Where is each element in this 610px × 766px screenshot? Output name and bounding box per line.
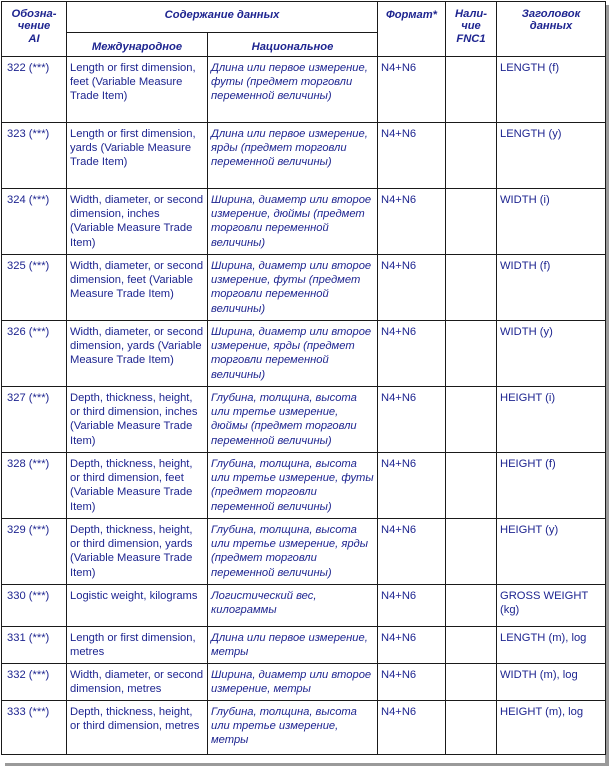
format-cell: N4+N6 — [378, 387, 446, 453]
international-cell: Length or first dimension, metres — [67, 627, 208, 664]
national-cell: Ширина, диаметр или второе измерение, метры — [208, 664, 378, 701]
ai-cell: 325 (***) — [2, 255, 67, 321]
ai-cell: 322 (***) — [2, 57, 67, 123]
fnc1-cell — [446, 255, 497, 321]
fnc1-cell — [446, 321, 497, 387]
header-ai: Обозна- чение AI — [2, 2, 67, 57]
format-cell: N4+N6 — [378, 627, 446, 664]
national-cell: Глубина, толщина, высота или третье измерение, футы (предмет торговли переменной величины) — [208, 453, 378, 519]
international-cell: Depth, thickness, height, or third dimension, feet (Variable Measure Trade Item) — [67, 453, 208, 519]
format-cell: N4+N6 — [378, 585, 446, 627]
table-row — [2, 189, 606, 255]
format-cell: N4+N6 — [378, 57, 446, 123]
ai-cell: 331 (***) — [2, 627, 67, 664]
ai-cell: 333 (***) — [2, 701, 67, 755]
table-row — [2, 627, 606, 664]
data-title-cell: HEIGHT (i) — [497, 387, 606, 453]
fnc1-cell — [446, 519, 497, 585]
national-cell: Длина или первое измерение, метры — [208, 627, 378, 664]
international-cell: Depth, thickness, height, or third dimension, metres — [67, 701, 208, 755]
table-row — [2, 519, 606, 585]
data-title-cell: WIDTH (m), log — [497, 664, 606, 701]
national-cell: Длина или первое измерение, ярды (предмет торговли переменной величины) — [208, 123, 378, 189]
international-cell: Depth, thickness, height, or third dimension, yards (Variable Measure Trade Item) — [67, 519, 208, 585]
format-cell: N4+N6 — [378, 519, 446, 585]
ai-cell: 324 (***) — [2, 189, 67, 255]
ai-cell: 323 (***) — [2, 123, 67, 189]
international-cell: Width, diameter, or second dimension, yards (Variable Measure Trade Item) — [67, 321, 208, 387]
international-cell: Length or first dimension, yards (Variable Measure Trade Item) — [67, 123, 208, 189]
header-content: Содержание данных — [67, 2, 378, 33]
fnc1-cell — [446, 664, 497, 701]
international-cell: Logistic weight, kilograms — [67, 585, 208, 627]
national-cell: Глубина, толщина, высота или третье измерение, метры — [208, 701, 378, 755]
ai-cell: 329 (***) — [2, 519, 67, 585]
fnc1-cell — [446, 627, 497, 664]
table-row — [2, 321, 606, 387]
national-cell: Глубина, толщина, высота или третье измерение, дюймы (предмет торговли переменной величины) — [208, 387, 378, 453]
data-title-cell: HEIGHT (m), log — [497, 701, 606, 755]
format-cell: N4+N6 — [378, 701, 446, 755]
ai-table — [1, 1, 606, 755]
ai-cell: 332 (***) — [2, 664, 67, 701]
international-cell: Length or first dimension, feet (Variable Measure Trade Item) — [67, 57, 208, 123]
data-title-cell: WIDTH (y) — [497, 321, 606, 387]
national-cell: Глубина, толщина, высота или третье измерение, ярды (предмет торговли переменной величины) — [208, 519, 378, 585]
national-cell: Ширина, диаметр или второе измерение, дюймы (предмет торговли переменной величины) — [208, 189, 378, 255]
ai-cell: 330 (***) — [2, 585, 67, 627]
format-cell: N4+N6 — [378, 189, 446, 255]
ai-cell: 326 (***) — [2, 321, 67, 387]
international-cell: Width, diameter, or second dimension, inches (Variable Measure Trade Item) — [67, 189, 208, 255]
header-international: Международное — [67, 33, 208, 57]
table-row — [2, 123, 606, 189]
data-title-cell: HEIGHT (f) — [497, 453, 606, 519]
fnc1-cell — [446, 701, 497, 755]
international-cell: Width, diameter, or second dimension, feet (Variable Measure Trade Item) — [67, 255, 208, 321]
header-fnc1: Нали- чие FNC1 — [446, 2, 497, 57]
national-cell: Ширина, диаметр или второе измерение, ярды (предмет торговли переменной величины) — [208, 321, 378, 387]
fnc1-cell — [446, 123, 497, 189]
fnc1-cell — [446, 585, 497, 627]
table-row — [2, 701, 606, 755]
fnc1-cell — [446, 453, 497, 519]
data-title-cell: HEIGHT (y) — [497, 519, 606, 585]
data-title-cell: LENGTH (y) — [497, 123, 606, 189]
data-title-cell: WIDTH (i) — [497, 189, 606, 255]
format-cell: N4+N6 — [378, 123, 446, 189]
table-header — [2, 2, 606, 57]
format-cell: N4+N6 — [378, 321, 446, 387]
table-row — [2, 387, 606, 453]
international-cell: Depth, thickness, height, or third dimension, inches (Variable Measure Trade Item) — [67, 387, 208, 453]
ai-cell: 328 (***) — [2, 453, 67, 519]
data-title-cell: LENGTH (m), log — [497, 627, 606, 664]
table-row — [2, 453, 606, 519]
national-cell: Ширина, диаметр или второе измерение, футы (предмет торговли переменной величины) — [208, 255, 378, 321]
data-title-cell: LENGTH (f) — [497, 57, 606, 123]
fnc1-cell — [446, 57, 497, 123]
international-cell: Width, diameter, or second dimension, metres — [67, 664, 208, 701]
ai-cell: 327 (***) — [2, 387, 67, 453]
table-row — [2, 57, 606, 123]
header-format: Формат* — [378, 2, 446, 57]
table-row — [2, 664, 606, 701]
format-cell: N4+N6 — [378, 453, 446, 519]
table-body — [2, 57, 606, 755]
fnc1-cell — [446, 387, 497, 453]
data-title-cell: WIDTH (f) — [497, 255, 606, 321]
national-cell: Логистический вес, килограммы — [208, 585, 378, 627]
format-cell: N4+N6 — [378, 664, 446, 701]
format-cell: N4+N6 — [378, 255, 446, 321]
header-national: Национальное — [208, 33, 378, 57]
table-row — [2, 585, 606, 627]
national-cell: Длина или первое измерение, футы (предмет торговли переменной величины) — [208, 57, 378, 123]
data-title-cell: GROSS WEIGHT (kg) — [497, 585, 606, 627]
header-title: Заголовок данных — [497, 2, 606, 57]
fnc1-cell — [446, 189, 497, 255]
table-row — [2, 255, 606, 321]
